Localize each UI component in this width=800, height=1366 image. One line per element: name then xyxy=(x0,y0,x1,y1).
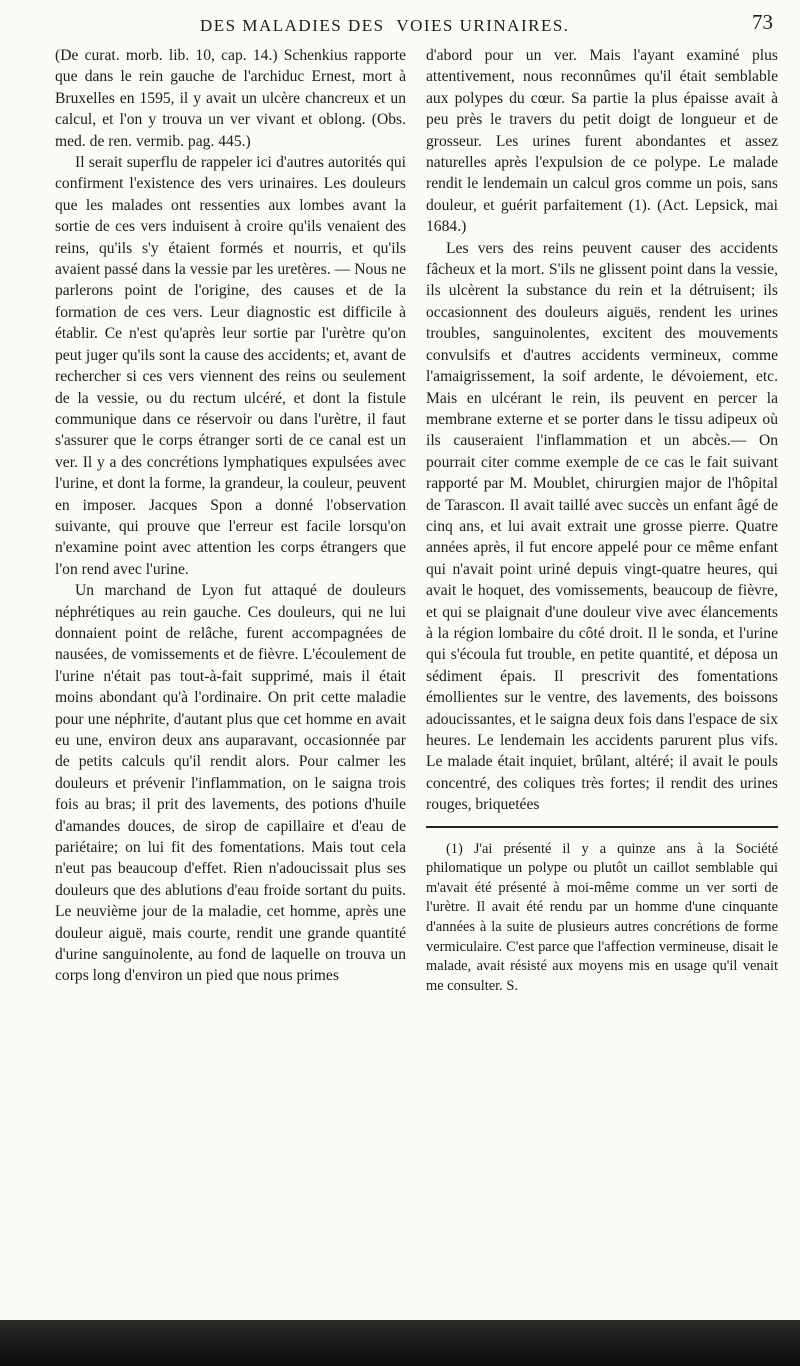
left-column xyxy=(55,45,406,987)
running-head-right: VOIES URINAIRES. xyxy=(396,16,570,35)
right-column xyxy=(426,45,778,996)
footnote: (1) J'ai présenté il y a quinze ans à la Société philomatique un polype ou plutôt un caillot semblable qui m'avait été présenté à moi-même comme un ver sorti de l'urètre. Il avait été rendu par un homme d'une cinquante d'années à la suite de plusieurs autres concrétions de forme vermiculaire. C'est parce que l'affection vermineuse, disait le malade, avait résisté aux moyens mis en usage qu'il venait me consulter. S. xyxy=(426,840,778,994)
paragraph-schenkius: (De curat. morb. lib. 10, cap. 14.) Schenkius rapporte que dans le rein gauche de l'archiduc Ernest, mort à Bruxelles en 1595, il y avait un ulcère chancreux et un calcul, et l'on y trouva un ver vivant et oblong. (Obs. med. de ren. vermib. pag. 445.) xyxy=(55,47,406,150)
running-head xyxy=(200,16,640,36)
paragraph-urinary-worms: Il serait superflu de rappeler ici d'autres autorités qui confirment l'existence des vers urinaires. Les douleurs que les malades ont ressenties aux lombes avant la sortie de ces vers induisent à croire qu'ils venaient des reins, qu'ils s'y étaient formés et nourris, et qu'ils avaient passé dans la vessie par les uretères. — Nous ne parlerons point de l'origine, des causes et de la formation de ces vers. Leur diagnostic est difficile à établir. Ce n'est qu'après leur sortie par l'urètre qu'on peut juger qu'ils sont la cause des accidents; et, avant de rechercher si ces vers viennent des reins ou seulement de la vessie, ou du rectum ulcéré, et dont la fistule communique dans ce réservoir ou dans l'urètre, il faut s'assurer que le corps étranger sorti de ce canal est un ver. Il y a des concrétions lymphatiques expulsées avec l'urine, et dont la forme, la grandeur, la couleur, peuvent en imposer. Jacques Spon a donné l'observation suivante, qui prouve que l'erreur est facile lorsqu'on n'examine point avec attention les corps étrangers que l'on rend avec l'urine. xyxy=(55,154,406,578)
scan-bottom-edge xyxy=(0,1320,800,1366)
footnote-divider xyxy=(426,826,778,828)
page-number: 73 xyxy=(752,10,773,34)
running-head-left: DES MALADIES DES xyxy=(200,16,385,35)
paragraph-lyon-merchant: Un marchand de Lyon fut attaqué de douleurs néphrétiques au rein gauche. Ces douleurs, qui ne lui donnaient point de relâche, furent accompagnées de nausées, de vomissements et de fièvre. L'écoulement de l'urine n'était pas tout-à-fait supprimé, mais il était moins abondant qu'à l'ordinaire. On prit cette maladie pour une néphrite, d'autant plus que cet homme en avait eu une, environ deux ans auparavant, occasionnée par de petits calculs qu'il rendit alors. Pour calmer les douleurs et prévenir l'inflammation, on le saigna trois fois au bras; il prit des lavements, des potions d'huile d'amandes douces, de sirop de capillaire et d'eau de pariétaire; on lui fit des fomentations. Mais tout cela n'eut pas beaucoup d'effet. Rien n'adoucissait plus ses douleurs que des ablutions d'eau froide sortant du puits. Le neuvième jour de la maladie, cet homme, après une douleur aiguë, mais courte, rendit une grande quantité d'urine sanguinolente, au fond de laquelle on trouva un corps long d'environ un pied que nous primes xyxy=(55,582,406,985)
paragraph-kidney-worms: Les vers des reins peuvent causer des accidents fâcheux et la mort. S'ils ne glissent point dans la vessie, ils ulcèrent la substance du rein et la détruisent; ils occasionnent des douleurs aiguës, rendent les urines troubles, sanguinolentes, excitent des mouvements convulsifs et d'autres accidents vermineux, comme l'amaigrissement, la soif ardente, le dévoiement, etc. Mais en ulcérant le rein, ils peuvent en percer la membrane externe et se porter dans le tissu adipeux où ils causeraient l'inflammation et un abcès.— On pourrait citer comme exemple de ce cas le fait suivant rapporté par M. Moublet, chirurgien major de l'hôpital de Tarascon. Il avait taillé avec succès un enfant âgé de cinq ans, et lui avait extrait une grosse pierre. Quatre années après, il fut encore appelé pour ce même enfant qui n'avait point uriné depuis vingt-quatre heures, qui avait le hoquet, des vomissements, beaucoup de fièvre, et qui se plaignait d'une douleur vive avec élancements à la région lombaire du côté droit. Il le sonda, et l'urine qui s'écoula fut trouble, en petite quantité, et déposa un sédiment épais. Il prescrivit des fomentations émollientes sur le ventre, des lavements, des boissons adoucissantes, et le saigna deux fois dans l'espace de six heures. Le lendemain les accidents parurent plus vifs. Le malade était inquiet, brûlant, altéré; il avait le pouls concentré, des coliques très fortes; il rendit des urines rouges, briquetées xyxy=(426,239,778,814)
paragraph-polyp: d'abord pour un ver. Mais l'ayant examiné plus attentivement, nous reconnûmes qu'il était semblable aux polypes du cœur. Sa partie la plus épaisse avait à peu près le travers du petit doigt de longueur et de grosseur. Les urines furent abondantes et assez naturelles après l'expulsion de ce polype. Le malade rendit le lendemain un calcul gros comme un pois, sans douleur, et guérit parfaitement (1). (Act. Lepsick, mai 1684.) xyxy=(426,47,778,236)
